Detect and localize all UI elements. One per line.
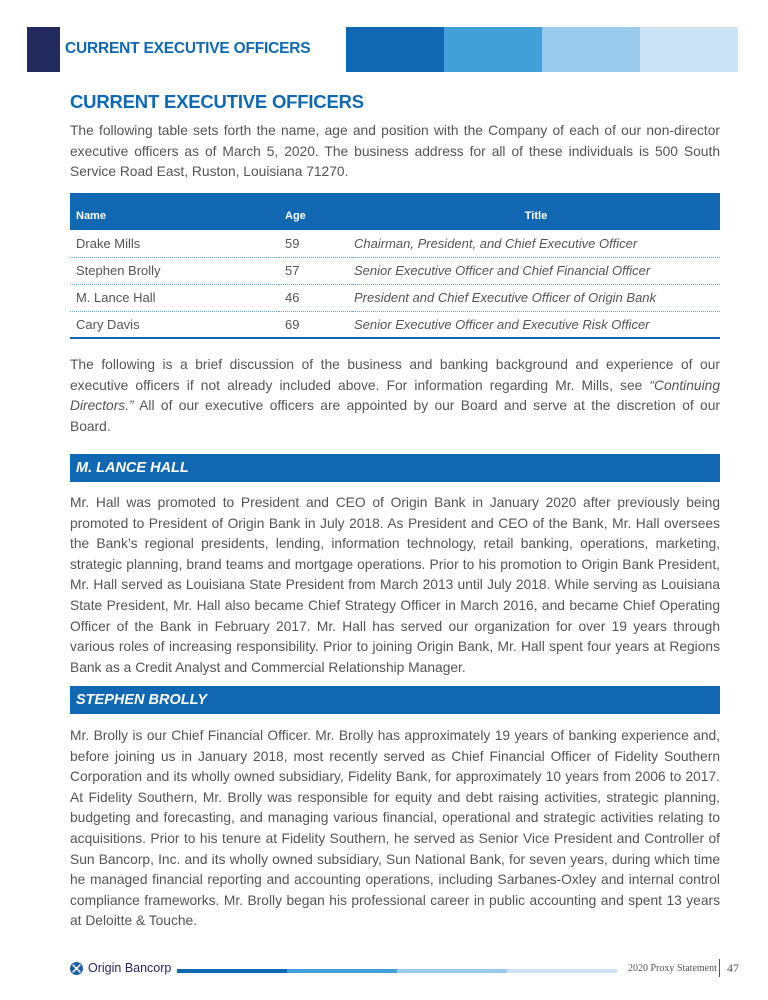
cell-name: Cary Davis	[70, 311, 279, 338]
cell-age: 59	[279, 230, 352, 257]
color-block-1	[346, 27, 444, 72]
executive-officers-table	[70, 193, 720, 339]
document-name: 2020 Proxy Statement	[628, 963, 717, 974]
footer-bar-segment-4	[507, 969, 617, 973]
table-row	[70, 257, 720, 284]
color-block-2	[444, 27, 542, 72]
footer-color-bar	[177, 969, 617, 973]
page-title: CURRENT EXECUTIVE OFFICERS	[70, 91, 364, 112]
table-row	[70, 230, 720, 257]
footer-divider	[719, 959, 720, 977]
color-block-3	[542, 27, 640, 72]
header-color-blocks	[346, 27, 738, 72]
company-name: Origin Bancorp	[88, 961, 172, 975]
footer-bar-segment-1	[177, 969, 287, 973]
table-header-row	[70, 193, 720, 230]
footer-bar-segment-3	[397, 969, 507, 973]
bio-stephen-brolly: Mr. Brolly is our Chief Financial Officer. Mr. Brolly has approximately 19 years of banking experience and, before joining us in January 2018, most recently served as Chief Financial Officer of Fidelity Southern Corporation and its wholly owned subsidiary, Fidelity Bank, for approximately 10 years from 2006 to 2017. At Fidelity Southern, Mr. Brolly was responsible for equity and debt raising activities, strategic planning, budgeting and forecasting, and managing various financial, operational and strategic activities relating to acquisitions. Prior to his tenure at Fidelity Southern, he served as Senior Vice President and Controller of Sun Bancorp, Inc. and its wholly owned subsidiary, Sun National Bank, for seven years, during which time he managed financial reporting and accounting operations, including Sarbanes-Oxley and internal control compliance frameworks. Mr. Brolly began his professional career in public accounting and spent 13 years at Deloitte & Touche.	[70, 728, 720, 929]
discussion-text-2: All of our executive officers are appointed by our Board and serve at the discretion of our Board.	[70, 398, 720, 434]
cell-title: President and Chief Executive Officer of Origin Bank	[352, 284, 720, 311]
footer-logo	[70, 961, 171, 975]
origin-logo-icon	[70, 962, 83, 975]
column-header-title: Title	[352, 193, 720, 230]
cell-age: 46	[279, 284, 352, 311]
bio-lance-hall: Mr. Hall was promoted to President and CEO of Origin Bank in January 2020 after previously being promoted to President of Origin Bank in July 2018. As President and CEO of the Bank, Mr. Hall oversees the Bank’s regional presidents, lending, information technology, retail banking, operations, marketing, strategic planning, brand teams and mortgage operations. Prior to his promotion to Origin Bank President, Mr. Hall served as Louisiana State President from March 2013 until July 2018. While serving as Louisiana State President, Mr. Hall also became Chief Strategy Officer in March 2016, and became Chief Operating Officer of the Bank in February 2017. Mr. Hall has served our organization for over 19 years through various roles of increasing responsibility. Prior to joining Origin Bank, Mr. Hall spent four years at Regions Bank as a Credit Analyst and Commercial Relationship Manager.	[70, 495, 720, 675]
table-row	[70, 311, 720, 338]
cell-title: Senior Executive Officer and Chief Financial Officer	[352, 257, 720, 284]
table-row	[70, 284, 720, 311]
intro-paragraph: The following table sets forth the name, age and position with the Company of each of our non-director executive officers as of March 5, 2020. The business address for all of these individuals is 500 South Service Road East, Ruston, Louisiana 71270.	[70, 123, 720, 180]
column-header-name: Name	[70, 193, 279, 230]
page-number: 47	[727, 961, 739, 975]
cell-name: Stephen Brolly	[70, 257, 279, 284]
cell-age: 69	[279, 311, 352, 338]
discussion-text-1: The following is a brief discussion of the business and banking background and experience of our executive officers if not already included above. For information regarding Mr. Mills, see	[70, 357, 720, 393]
section-heading-stephen-brolly: STEPHEN BROLLY	[70, 686, 720, 714]
header-section-label: CURRENT EXECUTIVE OFFICERS	[65, 40, 311, 57]
header-navy-block	[27, 27, 60, 72]
color-block-4	[640, 27, 738, 72]
cell-age: 57	[279, 257, 352, 284]
cell-name: Drake Mills	[70, 230, 279, 257]
discussion-paragraph	[70, 355, 720, 437]
footer-bar-segment-2	[287, 969, 397, 973]
continuing-directors-reference: “Continuing Directors.”	[70, 377, 720, 414]
section-heading-lance-hall: M. LANCE HALL	[70, 454, 720, 482]
column-header-age: Age	[279, 193, 352, 230]
cell-title: Chairman, President, and Chief Executive Officer	[352, 230, 720, 257]
cell-title: Senior Executive Officer and Executive Risk Officer	[352, 311, 720, 338]
cell-name: M. Lance Hall	[70, 284, 279, 311]
